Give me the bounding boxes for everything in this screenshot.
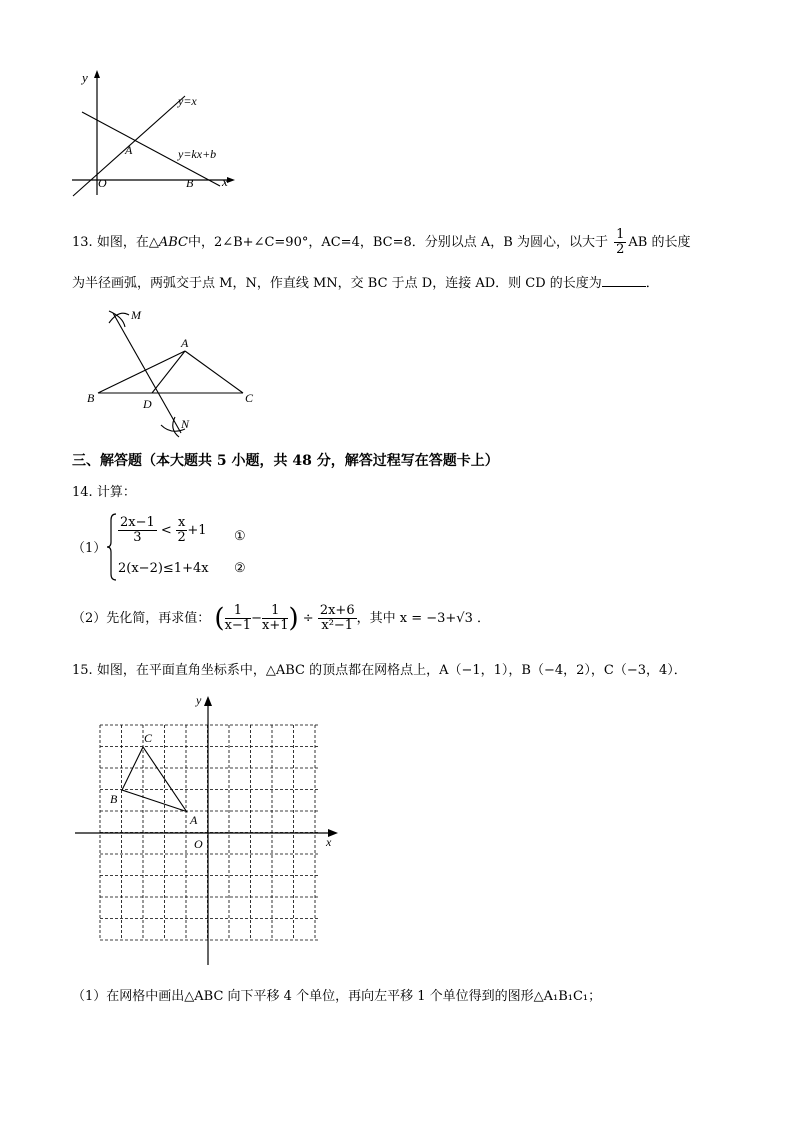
- fig13-label-d: D: [143, 397, 152, 411]
- fig12-line-label-yx: y=x: [178, 94, 197, 108]
- triangle-abc: [122, 747, 187, 812]
- p2-fraction-2: [262, 604, 289, 633]
- p2-f3-denominator: x²−1: [321, 618, 354, 633]
- ineq1-numerator: 2x−1: [120, 515, 155, 530]
- question-13-text-line2: 为半径画弧，两弧交于点 M，N，作直线 MN，交 BC 于点 D，连接 AD．则 CD 的长度为: [72, 276, 602, 291]
- fig13-label-n: N: [181, 417, 190, 431]
- question-13-text-c: 中，2∠B+∠C=90°，AC=4，BC=8．分别以点 A，B 为圆心，以大于: [187, 235, 608, 250]
- grid-label-a: A: [190, 813, 198, 827]
- p2-divide: ÷: [302, 611, 314, 626]
- p2-fraction-1: [225, 604, 252, 633]
- ineq1-tail: +1: [187, 523, 207, 538]
- question-13-fraction: [614, 228, 626, 257]
- grid-origin-label: O: [194, 837, 203, 851]
- ineq1-denominator-2: 2: [177, 530, 186, 545]
- ineq1-fraction-b: [176, 516, 187, 545]
- ineq1-fraction-a: [118, 516, 157, 545]
- question-13-line-2: [72, 275, 659, 293]
- question-14-label: 计算：: [96, 485, 136, 500]
- fig13-label-m: M: [131, 308, 141, 322]
- p2-f1-denominator: x−1: [224, 618, 252, 633]
- fig13-label-c: C: [245, 391, 254, 405]
- fig12-point-b-label: B: [186, 176, 194, 190]
- question-13-text-d: AB 的长度: [628, 235, 691, 250]
- right-paren: ): [288, 603, 299, 634]
- p2-tail: ，其中 x = −3+√3 ．: [356, 611, 490, 626]
- grid-y-label: y: [196, 693, 202, 707]
- fig12-line-label-ykxb: y=kx+b: [178, 147, 217, 161]
- fig13-label-b: B: [87, 391, 95, 405]
- inequality-2: 2(x−2)≤1+4x: [118, 561, 209, 576]
- grid-label-c: C: [144, 731, 153, 745]
- fig12-x-label: x: [222, 174, 228, 189]
- system-brace: [106, 512, 118, 582]
- question-13-text-a: 如图，在△: [96, 235, 159, 250]
- fig12-point-a-label: A: [125, 143, 133, 157]
- question-13-text-b: ABC: [158, 235, 188, 250]
- left-paren: (: [214, 603, 225, 634]
- ineq1-less-than: <: [160, 523, 172, 538]
- question-13-period: ．: [645, 276, 659, 291]
- inequality-1-marker: ①: [234, 529, 246, 544]
- question-14-part-1-label: （1）: [72, 541, 107, 556]
- fig13-label-a: A: [181, 336, 189, 350]
- question-15-text: 如图，在平面直角坐标系中，△ABC 的顶点都在网格点上，A（−1，1），B（−4，2），C（−3，4）．: [96, 663, 687, 678]
- ineq1-denominator: 3: [133, 530, 142, 545]
- coordinate-grid-figure: [70, 690, 350, 970]
- p2-f2-denominator: x+1: [261, 618, 289, 633]
- grid-label-b: B: [110, 792, 118, 806]
- ineq1-numerator-2: x: [177, 515, 186, 530]
- p2-f3-numerator: 2x+6: [319, 603, 355, 618]
- inequality-1: [118, 516, 206, 545]
- fraction-numerator: 1: [616, 227, 625, 242]
- p2-f1-numerator: 1: [225, 604, 252, 619]
- question-13-line-1: [72, 228, 690, 257]
- question-14-title: [72, 484, 136, 502]
- part-2-label: （2）先化简，再求值：: [72, 611, 211, 626]
- fig12-origin-label: O: [98, 176, 107, 190]
- p2-f2-numerator: 1: [262, 604, 289, 619]
- p2-fraction-3: [318, 604, 357, 633]
- inequality-2-marker: ②: [234, 561, 246, 576]
- question-15-number: 15.: [72, 663, 93, 678]
- answer-blank[interactable]: [602, 286, 646, 287]
- section-3-heading: 三、解答题（本大题共 5 小题，共 48 分，解答过程写在答题卡上）: [72, 453, 499, 469]
- fraction-denominator: 2: [616, 242, 625, 257]
- grid-x-label: x: [326, 835, 332, 849]
- question-15-line: [72, 662, 687, 680]
- question-14-number: 14.: [72, 485, 93, 500]
- fig12-y-label: y: [82, 70, 88, 85]
- question-14-part-2: [72, 604, 490, 633]
- question-13-number: 13.: [72, 235, 93, 250]
- perpendicular-bisector-figure: [85, 305, 265, 440]
- y-axis-arrow: [204, 696, 212, 706]
- p2-minus: −: [251, 611, 262, 626]
- question-15-part-1: （1）在网格中画出△ABC 向下平移 4 个单位，再向左平移 1 个单位得到的图形△A₁B₁C₁；: [72, 989, 602, 1004]
- linear-functions-figure: [70, 68, 250, 198]
